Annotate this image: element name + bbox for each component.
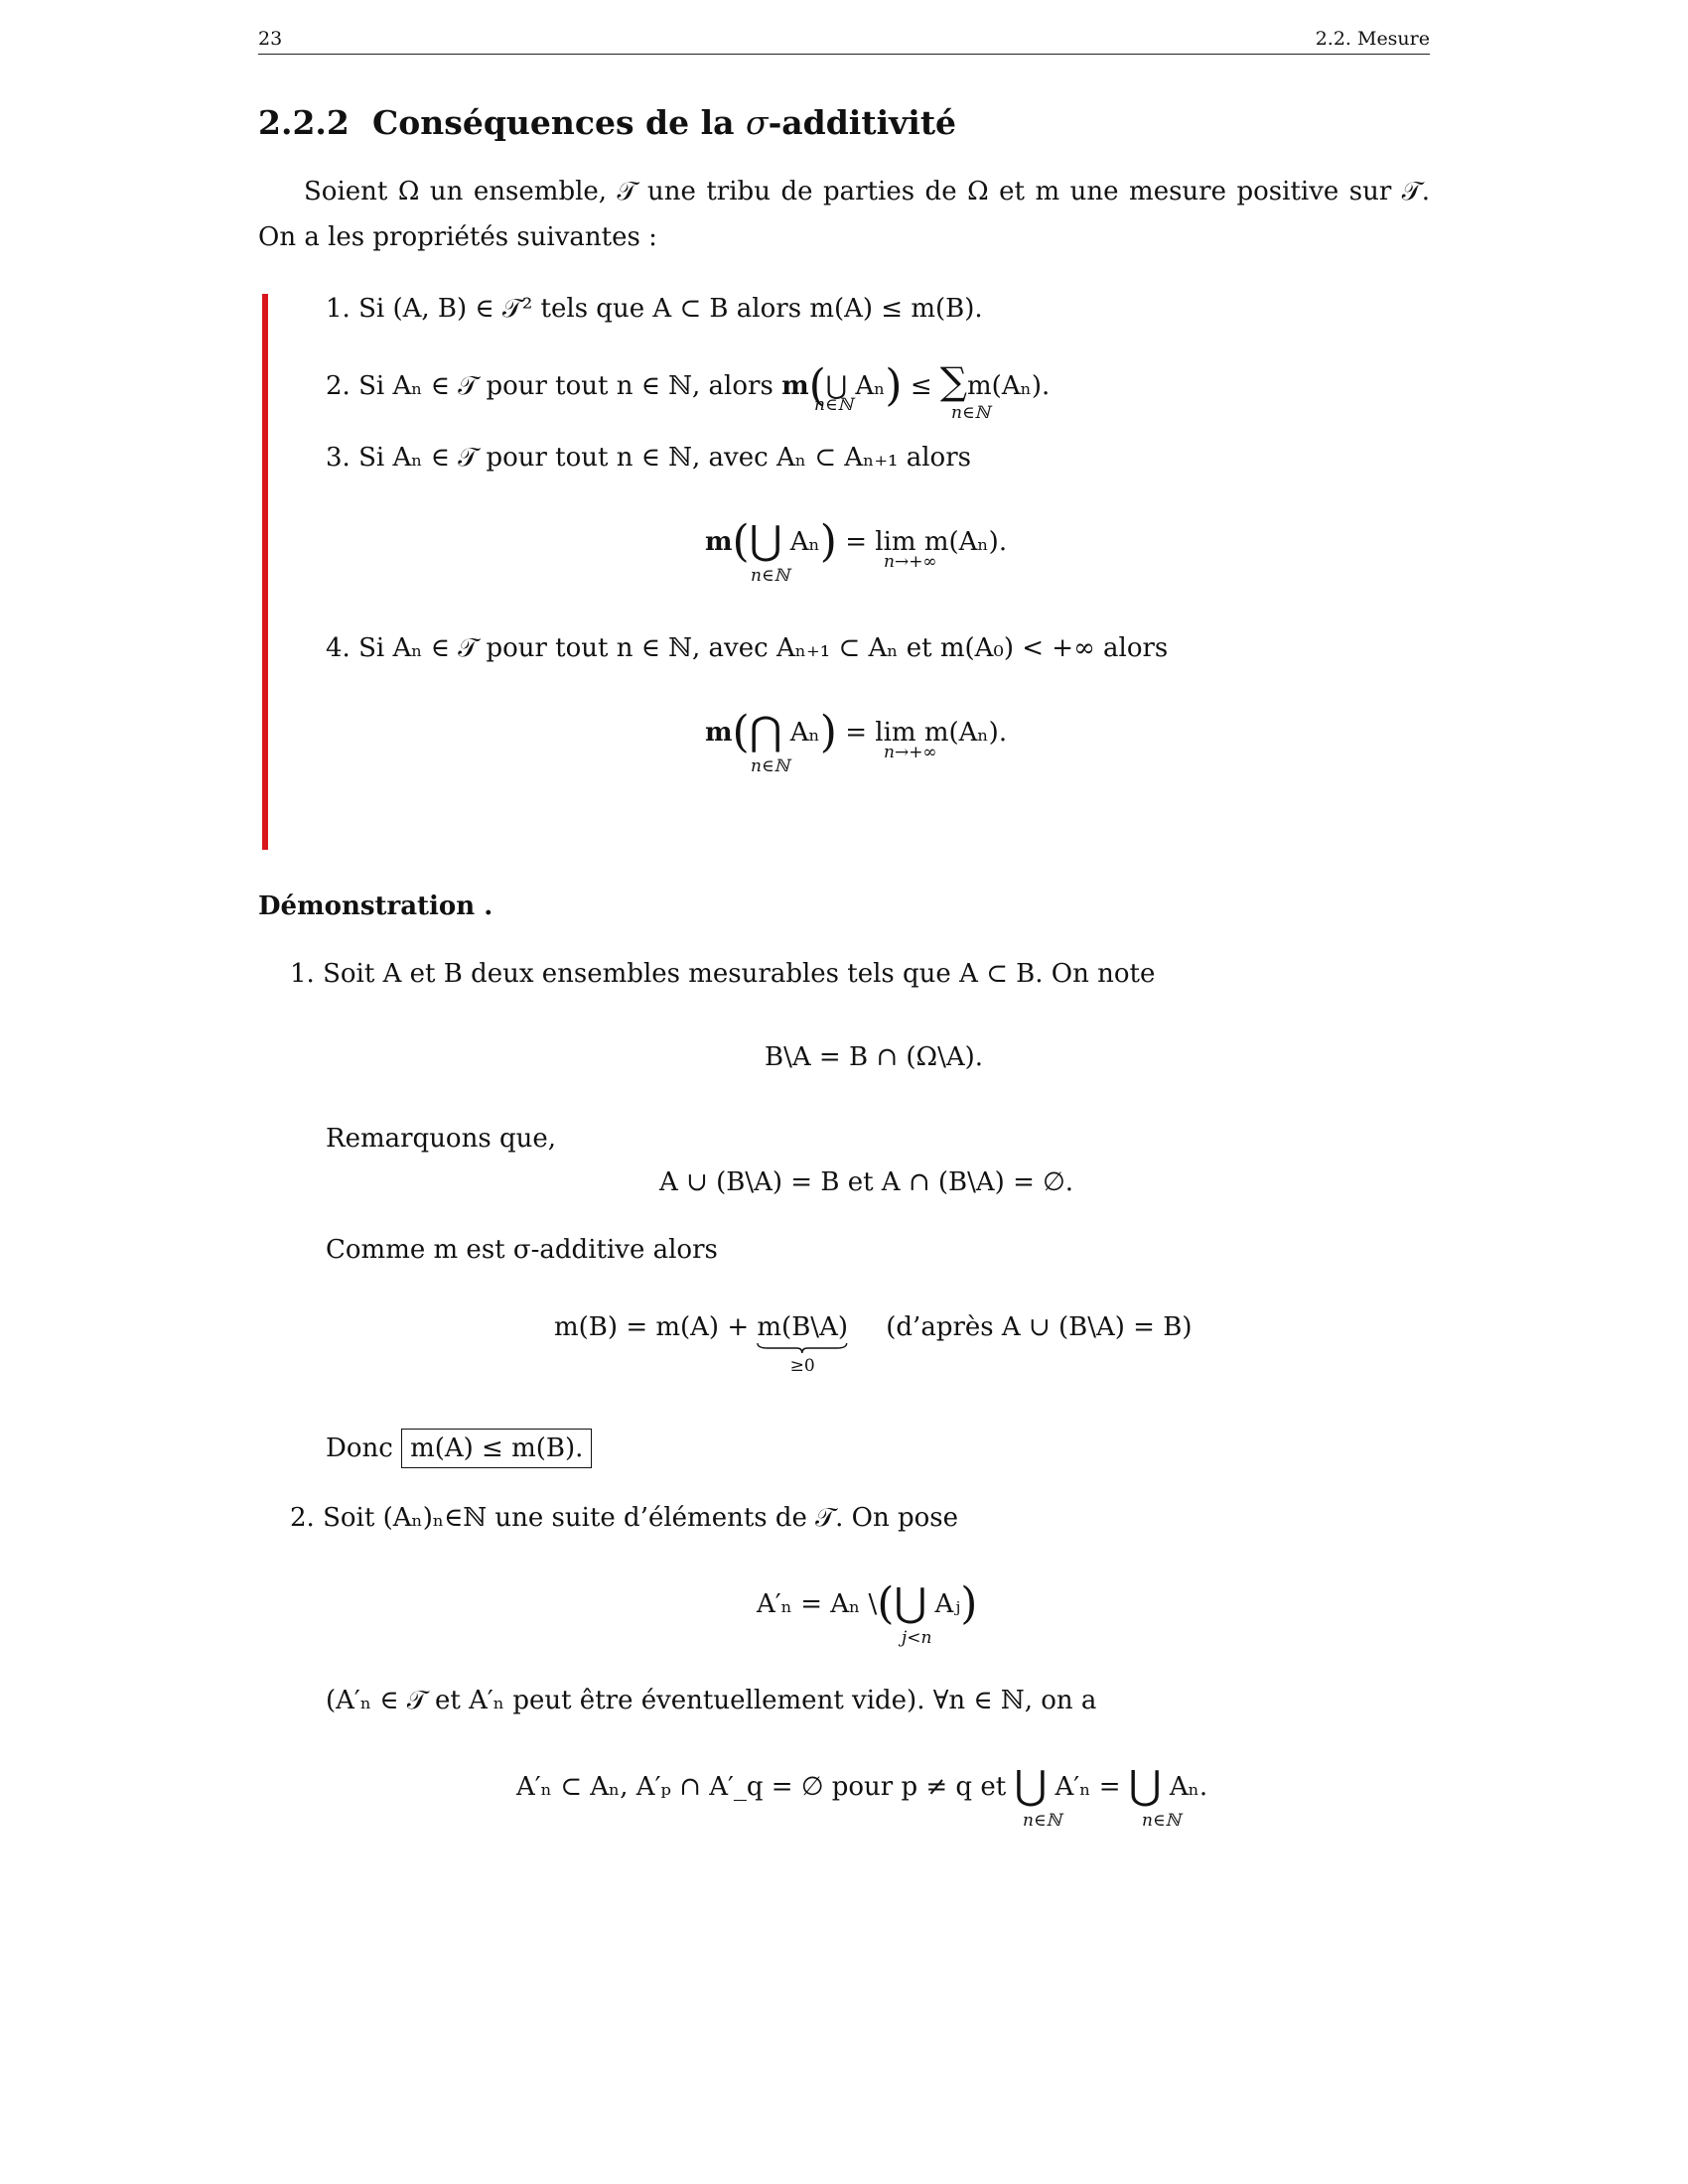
- union-symbol: ⋃: [1014, 1763, 1048, 1809]
- property-text: Si Aₙ ∈ 𝒯 pour tout n ∈ ℕ, alors: [358, 371, 782, 401]
- property-3: [326, 443, 971, 474]
- property-3-formula: [705, 516, 1008, 567]
- item-number: 3.: [326, 443, 351, 473]
- union-subscript: n∈ℕ: [751, 566, 790, 586]
- underbrace-icon: [757, 1342, 848, 1354]
- union-term: Aₙ: [789, 527, 820, 557]
- property-4-formula: [705, 707, 1008, 757]
- paren: (: [808, 360, 826, 411]
- sigma-symbol: σ: [746, 103, 769, 142]
- page-number: 23: [258, 28, 283, 50]
- property-2: [326, 359, 1051, 411]
- demonstration-title: Démonstration .: [258, 891, 493, 921]
- item-number: 4.: [326, 633, 351, 663]
- proof-text: Soit A et B deux ensembles mesurables tels que A ⊂ B. On note: [323, 959, 1156, 989]
- underbrace-label: ≥0: [789, 1356, 815, 1376]
- theorem-marker-bar: [262, 294, 268, 850]
- union-subscript: n∈ℕ: [1023, 1811, 1062, 1831]
- limit-operator: lim: [875, 527, 916, 557]
- section-heading: [258, 103, 956, 142]
- paren: ): [819, 707, 837, 757]
- property-text: Si Aₙ ∈ 𝒯 pour tout n ∈ ℕ, avec Aₙ ⊂ Aₙ₊₁ alors: [358, 443, 971, 473]
- property-4: [326, 633, 1168, 664]
- section-number: 2.2.2: [258, 103, 350, 142]
- equation-part: A′ₙ =: [1055, 1772, 1121, 1802]
- intersection-term: Aₙ: [789, 718, 820, 748]
- union-subscript: n∈ℕ: [814, 395, 854, 415]
- intro-paragraph: Soient Ω un ensemble, 𝒯 une tribu de parties de Ω et m une mesure positive sur 𝒯. On a les propriétés suivantes :: [258, 177, 1430, 252]
- equals: =: [845, 718, 868, 748]
- paren: ): [885, 360, 903, 411]
- equation-lhs: A′ₙ = Aₙ \: [757, 1589, 878, 1619]
- relation: ≤: [902, 371, 940, 401]
- measure-symbol: m: [705, 527, 733, 557]
- union-symbol: ⋃: [894, 1580, 927, 1626]
- section-title-part: Conséquences de la: [372, 103, 747, 142]
- boxed-result: m(A) ≤ m(B).: [401, 1429, 592, 1468]
- limit-subscript: n→+∞: [884, 743, 937, 762]
- paren: (: [732, 516, 750, 567]
- equation-union-intersection: A ∪ (B\A) = B et A ∩ (B\A) = ∅.: [659, 1167, 1074, 1197]
- equals: =: [845, 527, 868, 557]
- a-prime-note: (A′ₙ ∈ 𝒯 et A′ₙ peut être éventuellement vide). ∀n ∈ ℕ, on a: [326, 1686, 1097, 1715]
- equation-disjoint-union: [516, 1763, 1207, 1809]
- paren: ): [819, 516, 837, 567]
- equation-a-prime: [757, 1578, 978, 1629]
- proof-step-1: [290, 959, 1155, 989]
- underbrace-content: m(B\A): [757, 1312, 848, 1342]
- union-subscript: n∈ℕ: [1142, 1811, 1182, 1831]
- paren: ): [960, 1578, 978, 1629]
- equation-note: (d’après A ∪ (B\A) = B): [886, 1312, 1193, 1342]
- sum-symbol: ∑: [939, 359, 968, 403]
- sum-subscript: n∈ℕ: [951, 403, 991, 423]
- running-head: [258, 26, 1430, 55]
- intersection-symbol: ⋂: [749, 709, 782, 754]
- paren: (: [877, 1578, 895, 1629]
- union-symbol: ⋃: [1128, 1763, 1162, 1809]
- equation-part: Aₙ.: [1169, 1772, 1208, 1802]
- union-subscript: j<n: [902, 1628, 932, 1648]
- intersection-subscript: n∈ℕ: [751, 756, 790, 776]
- item-number: 2.: [290, 1503, 315, 1533]
- union-term: ⋃ Aₙ: [825, 371, 886, 401]
- limit-subscript: n→+∞: [884, 552, 937, 572]
- limit-operator: lim: [875, 718, 916, 748]
- section-title-part: -additivité: [768, 103, 957, 142]
- conclusion-line: [326, 1433, 592, 1463]
- running-section-title: 2.2. Mesure: [1315, 28, 1430, 50]
- property-text: Si (A, B) ∈ 𝒯² tels que A ⊂ B alors m(A) ≤ m(B).: [358, 294, 983, 324]
- measure-symbol: m: [705, 718, 733, 748]
- item-number: 1.: [290, 959, 315, 989]
- rhs: m(Aₙ).: [967, 371, 1051, 401]
- measure-symbol: m: [781, 371, 809, 401]
- union-symbol: ⋃: [749, 518, 782, 564]
- equation-part: A′ₙ ⊂ Aₙ, A′ₚ ∩ A′_q = ∅ pour p ≠ q et: [516, 1772, 1007, 1802]
- rhs: m(Aₙ).: [923, 718, 1008, 748]
- equation-lhs: m(B) = m(A) +: [554, 1312, 758, 1342]
- item-number: 1.: [326, 294, 351, 324]
- paren: (: [732, 707, 750, 757]
- remark-text: Remarquons que,: [326, 1124, 556, 1154]
- underbraced-term: [757, 1312, 848, 1376]
- property-text: Si Aₙ ∈ 𝒯 pour tout n ∈ ℕ, avec Aₙ₊₁ ⊂ Aₙ et m(A₀) < +∞ alors: [358, 633, 1169, 663]
- proof-step-2: [290, 1503, 958, 1534]
- rhs: m(Aₙ).: [923, 527, 1008, 557]
- item-number: 2.: [326, 371, 351, 401]
- proof-text: Soit (Aₙ)ₙ∈ℕ une suite d’éléments de 𝒯. On pose: [323, 1503, 958, 1533]
- equation-additivity: [554, 1312, 1193, 1376]
- donc-text: Donc: [326, 1433, 393, 1463]
- equation-set-difference: B\A = B ∩ (Ω\A).: [765, 1042, 984, 1072]
- property-1: [326, 294, 983, 325]
- sigma-additive-text: Comme m est σ-additive alors: [326, 1235, 718, 1265]
- union-term: Aⱼ: [934, 1589, 961, 1619]
